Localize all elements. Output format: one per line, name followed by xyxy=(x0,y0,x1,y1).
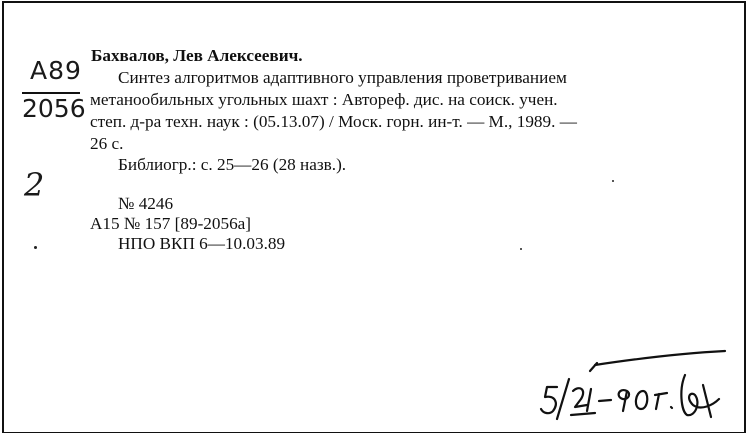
title-line-3: степ. д-ра техн. наук : (05.13.07) / Моск. горн. ин-т. — М., 1989. — xyxy=(90,112,577,131)
copy-mark: 2 xyxy=(24,166,45,204)
ink-speck xyxy=(34,246,37,249)
shelfmark-top: A89 xyxy=(30,56,82,85)
shelfmark-bottom: 2056 xyxy=(22,94,86,123)
ink-speck xyxy=(612,180,614,182)
bibliography-note: Библиогр.: с. 25—26 (28 назв.). xyxy=(118,155,347,174)
title-line-1: Синтез алгоритмов адаптивного управления проветриванием xyxy=(118,68,567,87)
title-line-2: метанообильных угольных шахт : Автореф. дис. на соиск. учен. xyxy=(90,90,558,109)
inventory-number: № 4246 xyxy=(118,194,174,213)
ink-speck xyxy=(520,248,522,250)
npo-line: НПО ВКП 6—10.03.89 xyxy=(118,234,286,253)
title-line-4: 26 с. xyxy=(90,134,124,153)
author-heading: Бахвалов, Лев Алексеевич. xyxy=(91,46,303,65)
registry-number: А15 № 157 [89-2056а] xyxy=(90,214,252,233)
handwritten-date-note xyxy=(535,345,735,425)
